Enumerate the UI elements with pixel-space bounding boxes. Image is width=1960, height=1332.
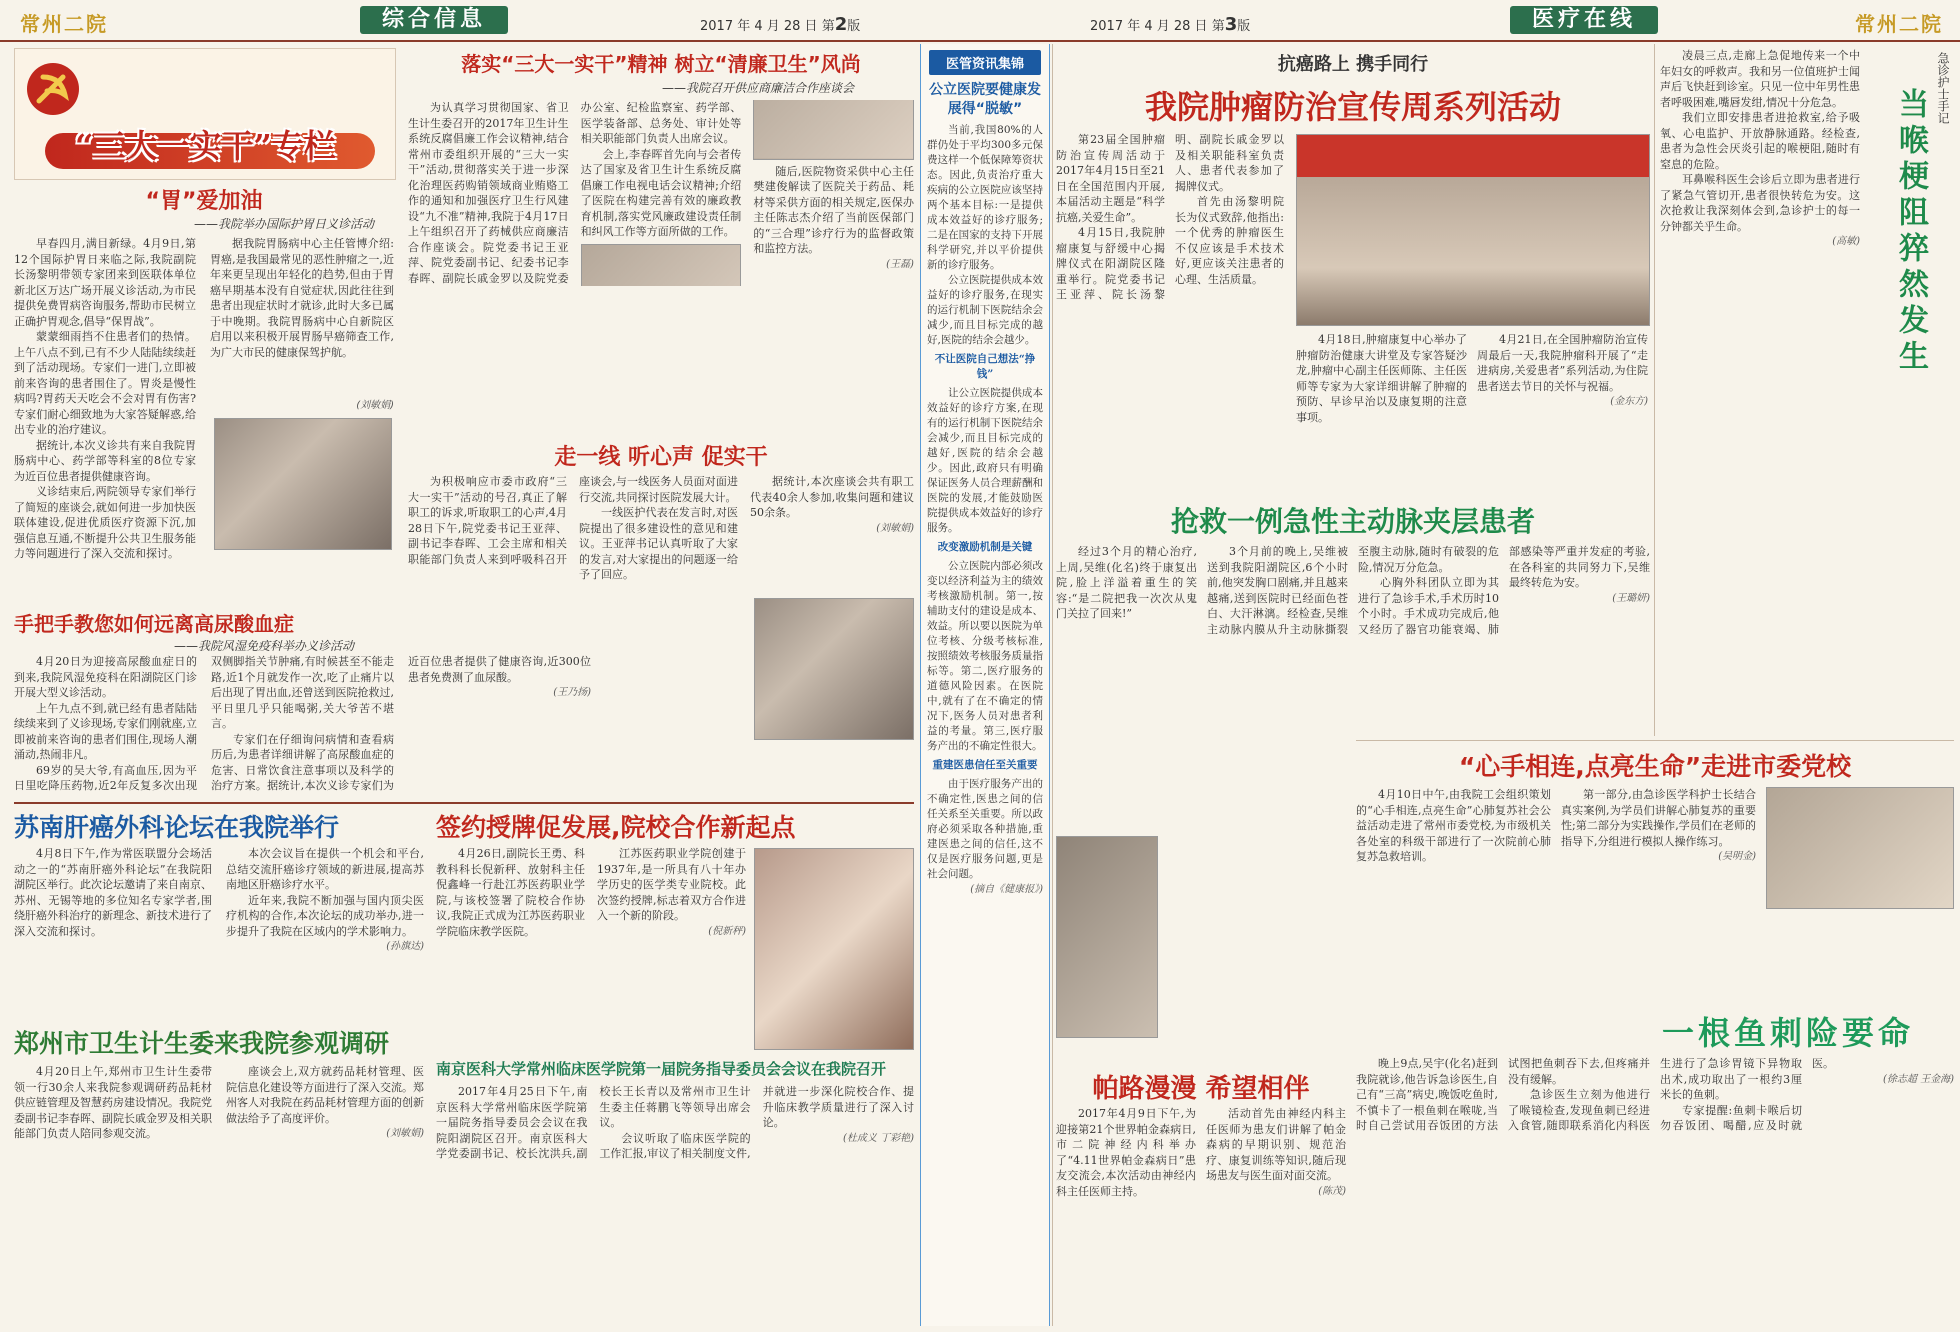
divider	[1654, 44, 1655, 736]
signing-photo	[754, 848, 914, 1050]
article-school-cooperation	[436, 808, 914, 1054]
article-title: 落实“三大一实干”精神 树立“清廉卫生”风尚	[461, 52, 861, 76]
article-title: 一根鱼刺险要命	[1661, 1014, 1914, 1052]
article-body-a: 第23届全国肿瘤防治宣传周活动于2017年4月15日至21日在全国范围内开展,本届活动主题是“科学抗癌,关爱生命”。 4月15日,我院肿瘤康复与舒缓中心揭牌仪式在阳湖院区隆重举行。院党委书记王亚萍、院长汤黎明、副院长戚金罗以及相关职能科室负责人、患者代表参加了揭牌仪式。 首先由汤黎明院长为仪式致辞,他指出:一个优秀的肿瘤医生不仅应该是手术技术好,更应该关注患者的心理、生活质量。	[1056, 133, 1284, 301]
article-title: 我院肿瘤防治宣传周系列活动	[1144, 88, 1561, 126]
article-body-b: 4月18日,肿瘤康复中心举办了肿瘤防治健康大讲堂及专家答疑沙龙,肿瘤中心副主任医师陈、主任医师等专家为大家详细讲解了肿瘤的预防、早诊早治以及康复期的注意事项。 4月21日,在全国肿瘤防治宣传周最后一天,我院肿瘤科开展了“走进病房,关爱患者”系列活动,为住院患者送去节日的关怀与祝福。 (金东方)	[1296, 333, 1648, 424]
divider	[14, 802, 914, 804]
article-uric-acid	[14, 608, 591, 798]
dateline-left: 2017 年 4 月 28 日 第2版	[700, 14, 861, 35]
article-title: 苏南肝癌外科论坛在我院举行	[14, 813, 340, 842]
article-laryngeal-obstruction	[1660, 48, 1954, 736]
article-kicker: 急诊护士手记	[1936, 52, 1950, 124]
unveiling-photo	[1296, 134, 1650, 326]
dateline-right: 2017 年 4 月 28 日 第3版	[1090, 14, 1251, 35]
sidebar-badge: 医管资讯集锦	[929, 50, 1041, 75]
article-body: 4月20日上午,郑州市卫生计生委带领一行30余人来我院参观调研药品耗材供应链管理及智慧药房建设情况。我院党委副书记李春晖、副院长戚金罗及相关职能部门负责人陪同参观交流。 座谈会上,双方就药品耗材管理、医院信息化建设等方面进行了深入交流。郑州客人对我院在药品耗材管理方面的创新做法给予了高度评价。 (刘敏娟)	[14, 1065, 424, 1140]
article-body: 4月8日下午,作为常医联盟分会场活动之一的“苏南肝癌外科论坛”在我院阳湖院区举行。此次论坛邀请了来自南京、苏州、无锡等地的多位知名专家学者,围绕肝癌外科治疗的新理念、新技术进行了深入交流和探讨。 本次会议旨在提供一个机会和平台,总结交流肝癌诊疗领域的新进展,提高苏南地区肝癌诊疗水平。 近年来,我院不断加强与国内顶尖医疗机构的合作,本次论坛的成功举办,进一步提升了我院在区域内的学术影响力。 (孙旗达)	[14, 847, 424, 952]
article-title: “胃”爱加油	[145, 189, 263, 214]
article-title: “心手相连,点亮生命”走进市委党校	[1458, 752, 1852, 781]
masthead-left: 常州二院	[20, 12, 108, 36]
article-cancer-week	[1056, 48, 1650, 498]
article-title: 签约授牌促发展,院校合作新起点	[436, 813, 796, 842]
article-body: 4月20日为迎接高尿酸血症日的到来,我院风湿免疫科在阳湖院区门诊开展大型义诊活动。 上午九点不到,就已经有患者陆陆续续来到了义诊现场,专家们刚就座,立即被前来咨询的患者们围住,现场人潮涌动,热闹非凡。 69岁的吴大爷,有高血压,因为平日里吃降压药物,近2年反复多次出现双侧脚指关节肿痛,有时候甚至不能走路,近1个月就发作一次,吃了止痛片以后出现了胃出血,还曾送到医院抢救过,平日里几乎只能喝粥,关大爷苦不堪言。 专家们在仔细询问病情和查看病历后,为患者详细讲解了高尿酸血症的危害、日常饮食注意事项以及科学的治疗方案。据统计,本次义诊专家们为近百位患者提供了健康咨询,近300位患者免费测了血尿酸。 (王乃扬)	[14, 655, 591, 792]
event-photo	[214, 418, 392, 550]
article-medical-school-meeting	[436, 1058, 914, 1326]
forum-photo	[754, 598, 914, 740]
article-body: 4月10日中午,由我院工会组织策划的“心手相连,点亮生命”心肺复苏社会公益活动走进了常州市委党校,为市级机关各处室的科级干部进行了一次院前心肺复苏急救培训。 第一部分,由急诊医学科护士长结合真实案例,为学员们讲解心肺复苏的重要性;第二部分为实践操作,学员们在老师的指导下,分组进行模拟人操作练习。 (吴明金)	[1356, 788, 1756, 863]
section-title-left: 综合信息	[360, 6, 508, 34]
article-title: 郑州市卫生计生委来我院参观调研	[14, 1029, 390, 1058]
article-body: 2017年4月25日下午,南京医科大学常州临床医学院第一届院务指导委员会会议在我院阳湖院区召开。南京医科大学党委副书记、校长沈洪兵,副校长王长青以及常州市卫生计生委主任蒋鹏飞等领导出席会议。 会议听取了临床医学院的工作汇报,审议了相关制度文件,并就进一步深化院校合作、提升临床教学质量进行了深入讨论。 (杜成义 丁彩艳)	[436, 1085, 914, 1160]
article-body: 晚上9点,吴宇(化名)赶到我院就诊,他告诉急诊医生,自己有“三高”病史,晚饭吃鱼时,不慎卡了一根鱼刺在喉咙,当时自己尝试用吞饭团的方法试图把鱼刺吞下去,但疼痛并没有缓解。 急诊医生立刻为他进行了喉镜检查,发现鱼刺已经进入食管,随即联系消化内科医生进行了急诊胃镜下异物取出术,成功取出了一根约3厘米长的鱼刺。 专家提醒:鱼刺卡喉后切勿吞饭团、喝醋,应及时就医。 (徐志超 王金海)	[1356, 1057, 1954, 1132]
sidebar-title: 公立医院要健康发展得“脱敏”	[929, 82, 1041, 117]
article-title: 走一线 听心声 促实干	[554, 445, 768, 470]
article-credit: (刘敏娟)	[356, 400, 394, 411]
article-title: 当喉梗阻猝然发生	[1893, 88, 1928, 376]
article-subtitle: ——我院召开供应商廉洁合作座谈会	[661, 81, 854, 95]
divider	[1052, 44, 1053, 1326]
article-body: 4月26日,副院长王勇、科教科科长倪新秤、放射科主任倪鑫峰一行赴江苏医药职业学院,与该校签署了院校合作协议,我院正式成为江苏医药职业学院临床教学医院。 江苏医药职业学院创建于1937年,是一所具有八十年办学历史的医学类专业院校。此次签约授牌,标志着双方合作进入一个新的阶段。 (倪新秤)	[436, 847, 746, 938]
sidebar-health-news	[920, 44, 1050, 1326]
article-body-col2: 据我院胃肠病中心主任管博介绍:胃癌,是我国最常见的恶性肿瘤之一,近年来更呈现出年轻化的趋势,但由于胃癌早期基本没有自觉症状,因此往往到患者出现症状时才就诊,此时大多已属于中晚期。我院胃肠病中心自新院区启用以来积极开展胃肠早癌筛查工作,为广大市民的健康保驾护航。	[210, 237, 394, 359]
article-body-col1: 早春四月,满目新绿。4月9日,第12个国际护胃日来临之际,我院副院长汤黎明带领专家团来到医联体单位新北区万达广场开展义诊活动,为市民提供免费胃病咨询服务,帮助市民树立正确护胃观念,倡导“保胃战”。 蒙蒙细雨挡不住患者们的热情。上午八点不到,已有不少人陆陆续续赶到了活动现场。专家们一进门,立即被前来咨询的患者围住了。胃炎是慢性病吗?胃药天天吃会不会对胃有伤害?专家们耐心细致地为大家答疑解惑,给出专业的治疗建议。 据统计,本次义诊共有来自我院胃肠病中心、药学部等科室的8位专家为近百位患者提供健康咨询。 义诊结束后,两院领导专家们举行了简短的座谈会,就如何进一步加快医联体建设,促进优质医疗资源下沉,加强信息互通,不断提升公共卫生服务能力等问题进行了深入交流和探讨。	[14, 237, 196, 560]
page-header	[0, 0, 1960, 42]
article-body: 为认真学习贯彻国家、省卫生计生委召开的2017年卫生计生系统反腐倡廉工作会议精神,结合常州市委组织开展的“三大一实干”活动,贯彻落实关于进一步深化治理医药购销领域商业贿赂工作的通知和加强医疗卫生行风建设“九不准”精神,我院于4月17日上午组织召开了药械供应商廉洁合作座谈会。院党委书记王亚萍、院党委副书记、纪委书记李春晖、副院长戚金罗以及院党委办公室、纪检监察室、药学部、医学装备部、总务处、审计处等相关职能部门负责人出席会议。 会上,李春晖首先向与会者传达了国家及省卫生计生系统反腐倡廉工作电视电话会议精神;介绍了医院在构建完善有效的廉政教育机制,落实党风廉政建设责任制和纠风工作等方面所做的工作。 随后,医院物资采供中心主任樊建俊解读了医院关于药品、耗材等采供方面的相关规定,医保办主任陈志杰介绍了当前医保部门的“三合理”诊疗行为的监督政策和监控方法。 (王磊)	[408, 101, 914, 285]
article-frontline	[408, 440, 914, 798]
section-title-right: 医疗在线	[1510, 6, 1658, 34]
article-liver-forum	[14, 808, 424, 1022]
article-cpr-training	[1356, 740, 1954, 1001]
article-stomach-care	[14, 182, 394, 602]
cpr-photo	[1766, 787, 1954, 909]
banner-title: “三大一实干”专栏	[75, 127, 336, 165]
article-body: 凌晨三点,走廊上急促地传来一个中年妇女的呼救声。我和另一位值班护士闻声后飞快赶到诊室。只见一位中年男性患者呼吸困难,嘴唇发绀,情况十分危急。 我们立即安排患者进抢救室,给予吸氧、心电监护、开放静脉通路。经检查,患者为急性会厌炎引起的喉梗阻,随时有窒息的危险。 耳鼻喉科医生会诊后立即为患者进行了紧急气管切开,患者很快转危为安。这次抢救让我深刻体会到,急诊护士的每一分钟都关乎生命。 (高敏)	[1660, 49, 1860, 247]
article-kicker: 抗癌路上 携手同行	[1277, 54, 1429, 75]
article-zhengzhou-visit	[14, 1024, 424, 1324]
article-body: 为积极响应市委市政府“三大一实干”活动的号召,真正了解职工的诉求,听取职工的心声,4月28日下午,院党委书记王亚萍、副书记李春晖、工会主席和相关职能部门负责人来到呼吸科召开座谈会,与一线医务人员面对面进行交流,共同探讨医院发展大计。 一线医护代表在发言时,对医院提出了很多建设性的意见和建议。王亚萍书记认真听取了大家的发言,对大家提出的问题逐一给予了回应。	[408, 475, 738, 581]
article-title: 南京医科大学常州临床医学院第一届院务指导委员会会议在我院召开	[436, 1060, 887, 1078]
sidebar-body: 当前,我国80%的人群仍处于平均300多元保费这样一个低保障筹资状态。因此,负责治疗重大疾病的公立医院应该坚持两个基本目标:一是提供成本效益好的诊疗服务;二是在国家的支持下开展科学研究,并以平价提供新的诊疗服务。 公立医院提供成本效益好的诊疗服务,在现实的运行机制下医院结余会减少,而且目标完成的越好,医院的结余会越少。 不让医院自己想法“挣钱” 让公立医院提供成本效益好的诊疗方案,在现有的运行机制下医院结余会减少,而且目标完成的越好,医院的结余会越少。因此,政府只有明确保证医务人员合理薪酬和医院的发展,才能鼓励医院提供成本效益好的诊疗服务。 改变激励机制是关键 公立医院内部必须改变以经济利益为主的绩效考核激励机制。第一,按辅助支付的建设是成本、效益。所以要以医院为单位考核、分级考核标准,按照绩效考核服务质量指标等。第二,医疗服务的道德风险因素。在医院中,就有了在不确定的情况下,医务人员对患者利益的考量。第三,医疗服务产出的不确定性很大。 重建医患信任至关重要 由于医疗服务产出的不确定性,医患之间的信任关系至关重要。所以政府必须采取各种措施,重建医患之间的信任,这不仅是医疗服务问题,更是社会问题。 (摘自《健康报》)	[927, 124, 1043, 895]
article-body: 经过3个月的精心治疗,上周,吴维(化名)终于康复出院,脸上洋溢着重生的笑容:“是二院把我一次次从鬼门关拉了回来!” 3个月前的晚上,吴维被送到我院阳湖院区,6个小时前,他突发胸口剧痛,并且越来越痛,送到医院时已经面色苍白、大汗淋漓。经检查,吴维主动脉内膜从升主动脉撕裂至腹主动脉,随时有破裂的危险,情况万分危急。 心胸外科团队立即为其进行了急诊手术,手术历时10个小时。手术成功完成后,他又经历了器官功能衰竭、肺部感染等严重并发症的考验,在各科室的共同努力下,吴维最终转危为安。 (王璐妍)	[1056, 545, 1650, 636]
article-body-col3: 据统计,本次座谈会共有职工代表40余人参加,收集问题和建议50余条。 (刘敏娟)	[750, 475, 914, 534]
article-subtitle: ——我院风湿免疫科举办义诊活动	[173, 639, 354, 653]
party-emblem-icon	[23, 59, 83, 119]
article-fishbone	[1356, 1004, 1954, 1326]
article-subtitle: ——我院举办国际护胃日义诊活动	[193, 217, 374, 231]
article-title: 手把手教您如何远离高尿酸血症	[14, 612, 294, 636]
article-parkinson	[1056, 836, 1346, 1326]
article-body: 2017年4月9日下午,为迎接第21个世界帕金森病日,市二院神经内科举办了“4.11世界帕金森病日”患友交流会,本次活动由神经内科主任医师主持。 活动首先由神经内科主任医师为患友们讲解了帕金森病的早期识别、规范治疗、康复训练等知识,随后现场患友与医生面对面交流。 (陈茂)	[1056, 1107, 1346, 1198]
article-clean-health	[408, 48, 914, 434]
article-title: 帕路漫漫 希望相伴	[1092, 1074, 1310, 1104]
column-banner	[14, 48, 396, 180]
article-title: 抢救一例急性主动脉夹层患者	[1170, 505, 1535, 538]
masthead-right: 常州二院	[1855, 12, 1943, 36]
parkinson-photo	[1056, 836, 1158, 1038]
